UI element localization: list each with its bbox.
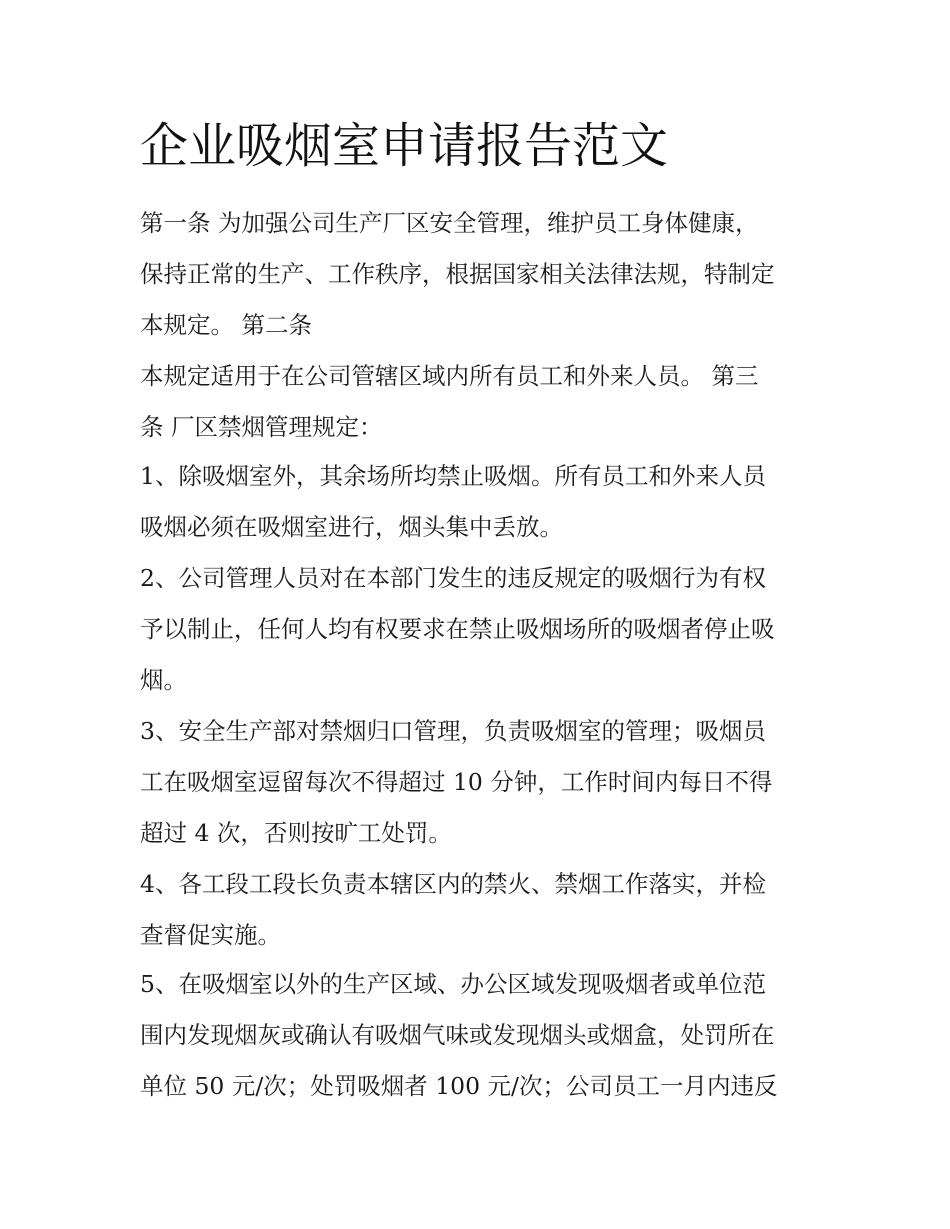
- list-item-line: 5、在吸烟室以外的生产区域、办公区域发现吸烟者或单位范: [140, 970, 766, 998]
- list-item-line: 查督促实施。: [140, 921, 281, 949]
- list-item-line: 超过 4 次，否则按旷工处罚。: [140, 819, 452, 847]
- list-item-line: 1、除吸烟室外，其余场所均禁止吸烟。所有员工和外来人员: [140, 462, 766, 490]
- list-item-line: 予以制止，任何人均有权要求在禁止吸烟场所的吸烟者停止吸: [140, 615, 775, 643]
- body-line: 第一条 为加强公司生产厂区安全管理，维护员工身体健康，: [140, 209, 759, 237]
- body-line: 保持正常的生产、工作秩序，根据国家相关法律法规，特制定: [140, 260, 775, 288]
- list-item-line: 3、安全生产部对禁烟归口管理，负责吸烟室的管理；吸烟员: [140, 717, 766, 745]
- body-line: 本规定适用于在公司管辖区域内所有员工和外来人员。 第三: [140, 362, 759, 390]
- list-item-line: 吸烟必须在吸烟室进行，烟头集中丢放。: [140, 513, 563, 541]
- list-item-line: 围内发现烟灰或确认有吸烟气味或发现烟头或烟盒，处罚所在: [140, 1021, 775, 1049]
- document-title: 企业吸烟室申请报告范文: [140, 118, 669, 174]
- list-item-line: 烟。: [140, 666, 187, 694]
- body-line: 本规定。 第二条: [140, 311, 312, 339]
- list-item-line: 单位 50 元/次；处罚吸烟者 100 元/次；公司员工一月内违反: [140, 1072, 778, 1100]
- body-line: 条 厂区禁烟管理规定：: [140, 413, 383, 441]
- list-item-line: 工在吸烟室逗留每次不得超过 10 分钟，工作时间内每日不得: [140, 768, 773, 796]
- list-item-line: 4、各工段工段长负责本辖区内的禁火、禁烟工作落实，并检: [140, 870, 766, 898]
- list-item-line: 2、公司管理人员对在本部门发生的违反规定的吸烟行为有权: [140, 564, 766, 592]
